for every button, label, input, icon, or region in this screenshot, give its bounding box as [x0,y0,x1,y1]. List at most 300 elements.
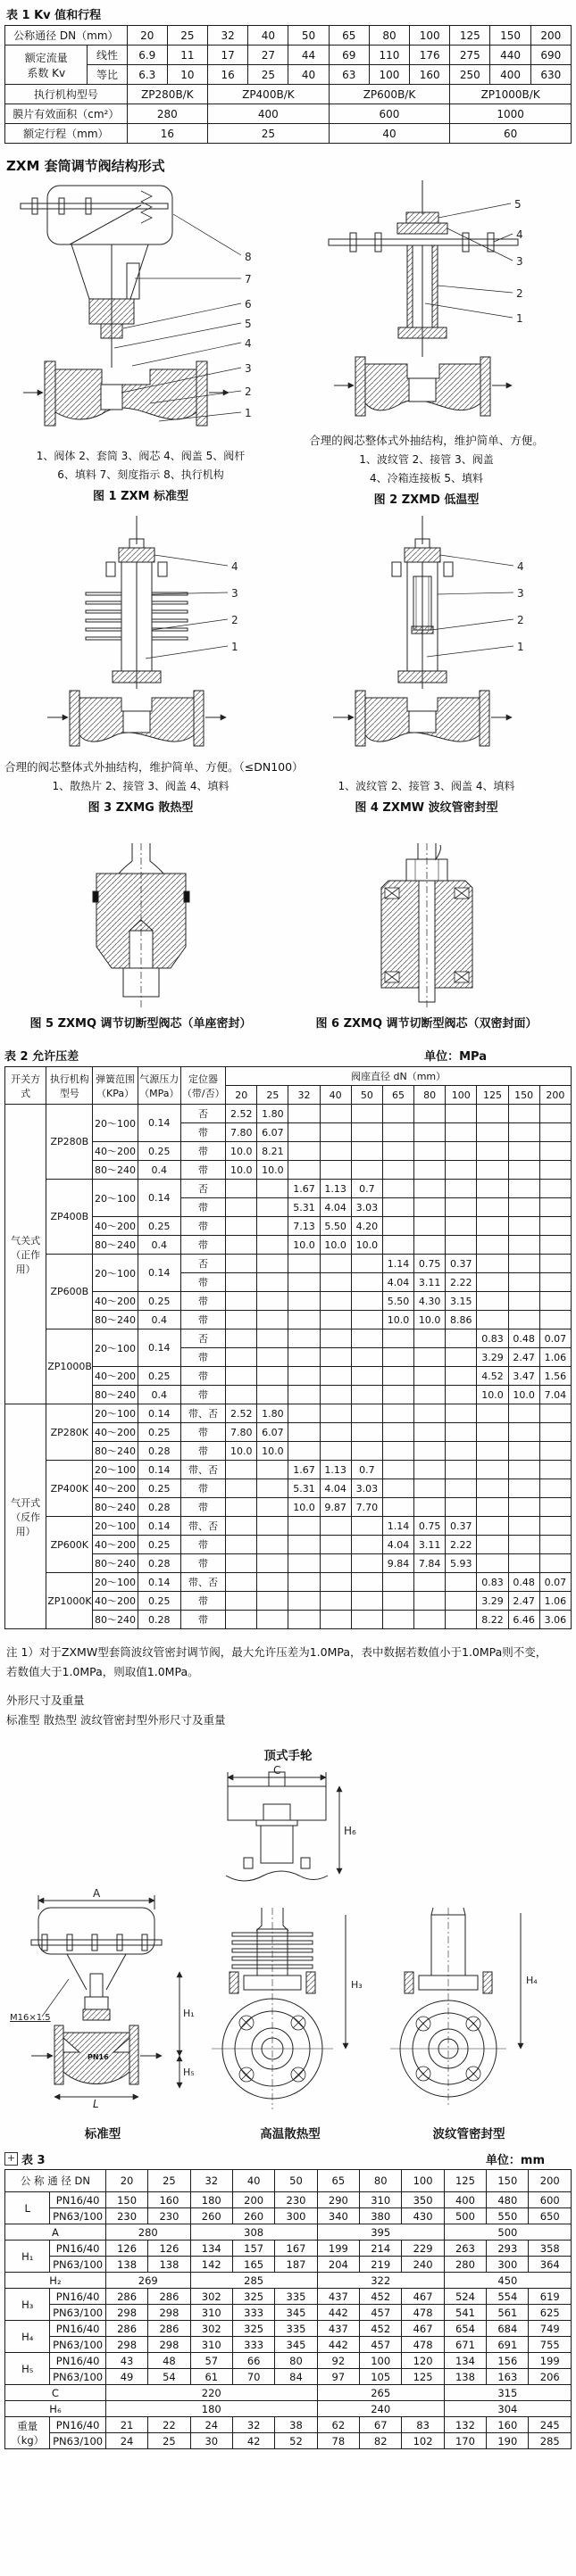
table-cell [539,1273,571,1292]
table-cell: 20～100 [93,1255,138,1292]
table-cell [508,1105,539,1123]
actuator-label: ZP400K [46,1461,93,1517]
table-cell [477,1273,508,1292]
svg-text:4: 4 [244,337,252,350]
table-cell: 0.14 [138,1105,180,1142]
table-cell [508,1442,539,1461]
table-cell [257,1573,288,1592]
table-cell: 20 [127,26,167,46]
table-cell [382,1198,413,1217]
table-cell: 24 [190,2417,232,2433]
table-cell [257,1554,288,1573]
table-cell: 3.11 [414,1273,446,1292]
table-cell: 带 [180,1498,225,1517]
table-cell: 57 [190,2353,232,2369]
table-cell [477,1554,508,1573]
table-cell: 364 [529,2257,572,2273]
table-cell: 102 [402,2433,444,2449]
col-header-dn: 公 称 通 径 DN [5,2170,106,2192]
table-cell: 345 [275,2305,317,2321]
table-row [5,1404,572,1423]
table-cell [351,1536,382,1554]
table-cell: 170 [444,2433,486,2449]
table-cell: 308 [190,2224,317,2241]
table-cell [477,1142,508,1161]
pn-label: PN63/100 [50,2337,105,2353]
table-cell: 80 [275,2353,317,2369]
table-cell [414,1479,446,1498]
table-cell: 4.20 [351,1217,382,1236]
table-cell [382,1236,413,1255]
table-cell: 0.83 [477,1573,508,1592]
table-row [5,65,572,85]
table-cell [382,1592,413,1611]
table-cell [320,1404,351,1423]
table-cell [477,1461,508,1479]
table-cell: 32 [208,26,248,46]
pn-label: PN16/40 [50,2321,105,2337]
table-cell: 69 [329,46,369,65]
outline-label-standard: 标准型 [84,2127,121,2141]
table-cell: 138 [105,2257,147,2273]
table-cell: 5.50 [320,1217,351,1236]
table-cell [351,1367,382,1386]
table-cell: 20～100 [93,1105,138,1142]
table-cell: 0.83 [477,1329,508,1348]
table-cell: 3.11 [414,1536,446,1554]
dim-m16-label: M16×1.5 [10,2013,51,2023]
table-cell: 156 [487,2353,529,2369]
table-cell: 0.28 [138,1554,180,1573]
table-cell: 带 [180,1311,225,1329]
table-cell [351,1142,382,1161]
table-cell [382,1180,413,1198]
valve-drawing-zxmg-heat-icon [29,514,253,757]
table-cell [351,1554,382,1573]
pressure-diff-table [4,1066,572,1629]
col-header-seat: 阀座直径 dN（mm） [226,1067,572,1086]
table-cell: 52 [275,2433,317,2449]
table-cell [382,1386,413,1404]
table-row [5,1180,572,1198]
table-cell: 230 [105,2208,147,2224]
table-cell: 7.80 [226,1123,257,1142]
table-cell: 30 [190,2433,232,2449]
table-cell: 0.14 [138,1573,180,1592]
table-cell: 带 [180,1198,225,1217]
table2-note-line1: 注 1）对于ZXMW型套筒波纹管密封调节阀，最大允许压差为1.0MPa，表中数据若数值小于1.0MPa则不变， [6,1645,547,1659]
table-cell [288,1592,320,1611]
table-cell: 9.87 [320,1498,351,1517]
table-cell: 0.14 [138,1517,180,1536]
figures-3-4 [4,514,572,757]
table-cell: 1.06 [539,1592,571,1611]
table-cell: 50 [275,2170,317,2192]
valve-body [47,691,226,746]
table-cell: 322 [317,2273,444,2289]
fig2-caption: 图 2 ZXMD 低温型 [373,493,480,507]
valve-drawing-zxmw-bellows-icon [315,514,538,757]
svg-text:4: 4 [230,560,238,573]
table-cell: 200 [530,26,571,46]
table-cell [477,1161,508,1180]
table-cell: 带 [180,1386,225,1404]
table-cell [288,1329,320,1348]
table-cell: 219 [360,2257,402,2273]
table-cell [414,1161,446,1180]
table-cell: 50 [351,1086,382,1105]
table-cell [539,1217,571,1236]
fig4-caption: 图 4 ZXMW 波纹管密封型 [355,801,498,815]
table-cell: 690 [530,46,571,65]
table-cell: 带 [180,1536,225,1554]
table-cell [539,1180,571,1198]
table-cell [414,1592,446,1611]
table-cell: 430 [402,2208,444,2224]
table-cell: 199 [529,2353,572,2369]
figure-4-caption-block [281,776,572,816]
table-row [5,2289,572,2305]
outline-label-bellows: 波纹管密封型 [432,2127,505,2141]
table-cell: 80～240 [93,1236,138,1255]
table-cell: 150 [508,1086,539,1105]
table-cell: 165 [232,2257,274,2273]
table-cell: 1.13 [320,1461,351,1479]
row-label-H5: H₅ [5,2353,50,2385]
table-row [5,104,572,124]
table-cell: 0.4 [138,1311,180,1329]
table-cell: 25 [208,124,330,144]
svg-text:3: 3 [516,587,524,600]
figure-2 [281,178,572,509]
table-row [5,1517,572,1536]
table-cell [446,1180,477,1198]
svg-text:2: 2 [230,614,238,626]
table-cell [226,1536,257,1554]
table-cell: 38 [275,2417,317,2433]
table-cell [477,1517,508,1536]
table-cell [414,1423,446,1442]
table-cell: 300 [275,2208,317,2224]
table-cell: 62 [317,2417,359,2433]
table-row [5,2337,572,2353]
svg-text:3: 3 [515,255,523,268]
table-cell [477,1236,508,1255]
table-cell: 40～200 [93,1479,138,1498]
table-cell: 80～240 [93,1442,138,1461]
table-cell: 否 [180,1180,225,1198]
table-cell [508,1479,539,1498]
table-cell [320,1442,351,1461]
table-cell [477,1423,508,1442]
table-cell: 138 [444,2369,486,2385]
table-cell: 0.28 [138,1442,180,1461]
table-cell: 7.80 [226,1423,257,1442]
table-cell: 0.75 [414,1517,446,1536]
table-cell: 561 [487,2305,529,2321]
table-cell [508,1142,539,1161]
table-cell: 10.0 [508,1386,539,1404]
table-cell: 1.06 [539,1348,571,1367]
table-cell: 600 [329,104,450,124]
table-cell [320,1255,351,1273]
table-cell: 10.0 [288,1498,320,1517]
table-cell: 0.28 [138,1611,180,1629]
table-cell: 100 [446,1086,477,1105]
table-cell: 2.22 [446,1536,477,1554]
actuator-label: ZP280K [46,1404,93,1461]
callout-leaders [427,555,524,657]
table-cell [539,1517,571,1536]
table-cell: 0.25 [138,1592,180,1611]
table-cell [414,1404,446,1423]
table-cell [477,1536,508,1554]
table2-unit: 单位：MPa [424,1050,487,1064]
table-cell [414,1611,446,1629]
table-row [5,1573,572,1592]
table-row [5,2433,572,2449]
table-cell [508,1423,539,1442]
table-cell [257,1255,288,1273]
table-cell: 0.7 [351,1461,382,1479]
table-cell [288,1311,320,1329]
table-cell [257,1517,288,1536]
table-cell [446,1442,477,1461]
table-cell [539,1461,571,1479]
table-cell: 263 [444,2241,486,2257]
table-cell: 125 [402,2369,444,2385]
table-cell: 20～100 [93,1404,138,1423]
table-cell: 20～100 [93,1573,138,1592]
table-cell: 0.14 [138,1329,180,1367]
table-row [5,2224,572,2241]
row-sublabel: 线性 [88,46,127,65]
table-cell: 2.47 [508,1348,539,1367]
table-cell: 625 [529,2305,572,2321]
table-cell [508,1554,539,1573]
table-cell [382,1329,413,1348]
row-label: 膜片有效面积（cm²） [5,104,128,124]
table-cell: 4.52 [477,1367,508,1386]
table-cell: 310 [190,2337,232,2353]
flow-label-line1: 额定流量 [24,51,68,64]
table-cell: 27 [248,46,288,65]
table-cell [414,1329,446,1348]
table-cell: 1.67 [288,1180,320,1198]
table-cell [288,1404,320,1423]
table-cell [351,1329,382,1348]
table-cell: 2.52 [226,1404,257,1423]
table-cell: 110 [369,46,409,65]
table-cell: 163 [487,2369,529,2385]
valve-body [334,357,512,416]
table-cell: 126 [148,2241,190,2257]
table-cell: 619 [529,2289,572,2305]
table-cell [382,1105,413,1123]
table-cell [288,1536,320,1554]
table-cell [351,1386,382,1404]
table-cell: 0.14 [138,1180,180,1217]
table-cell: 42 [232,2433,274,2449]
table-cell [539,1423,571,1442]
table-row [5,1461,572,1479]
table-cell: 带 [180,1367,225,1386]
table-cell: 0.48 [508,1329,539,1348]
table1-title: 表 1 Kv 值和行程 [6,9,102,22]
table-cell: 554 [487,2289,529,2305]
actuator-label: ZP600B [46,1255,93,1329]
table-cell: 84 [275,2369,317,2385]
table-cell [382,1442,413,1461]
table-cell: 400 [490,65,530,85]
row-label-weight: 重量（kg） [5,2417,50,2449]
col-header-switch: 开关方式 [5,1067,46,1105]
table-cell: 286 [105,2321,147,2337]
dim-c-label: C [273,1765,281,1777]
table-cell: 684 [487,2321,529,2337]
table-cell: 带 [180,1611,225,1629]
table-cell: 4.04 [320,1198,351,1217]
table-cell: 260 [190,2208,232,2224]
table-cell: 带、否 [180,1517,225,1536]
table-cell [288,1367,320,1386]
table-row [5,85,572,104]
table-cell: 否 [180,1105,225,1123]
row-label: 公称通径 DN（mm） [5,26,128,46]
table-cell [351,1292,382,1311]
table-cell [414,1180,446,1198]
table-cell [351,1123,382,1142]
fig34-note: 合理的阀芯整体式外抽结构，维护简单、方便。（≤DN100） [4,760,304,774]
table-cell: 167 [275,2241,317,2257]
table-cell: 带、否 [180,1461,225,1479]
table-cell [226,1592,257,1611]
table-cell [414,1498,446,1517]
table-cell: 20～100 [93,1461,138,1479]
table-cell [320,1311,351,1329]
table-cell: 298 [148,2337,190,2353]
table-cell [257,1311,288,1329]
table-cell [257,1217,288,1236]
table-cell [320,1292,351,1311]
table-cell: 100 [402,2170,444,2192]
table-cell: 带 [180,1348,225,1367]
table-cell [226,1611,257,1629]
table-cell: 0.07 [539,1573,571,1592]
table-row [5,2305,572,2321]
table-cell: 4.04 [320,1479,351,1498]
table-cell: 1.13 [320,1180,351,1198]
table-cell: 105 [360,2369,402,2385]
table-cell [477,1498,508,1517]
svg-text:1: 1 [244,407,252,419]
table-cell: ZP1000B/K [450,85,572,104]
table-cell: 否 [180,1329,225,1348]
table-cell [539,1161,571,1180]
table-cell: 206 [529,2369,572,2385]
table-cell: 126 [105,2241,147,2257]
table-cell [351,1161,382,1180]
table-row [5,2257,572,2273]
figure-6 [281,841,572,1011]
table-cell: 4.30 [414,1292,446,1311]
table-cell [477,1198,508,1217]
fig1-parts-line1: 1、阀体 2、套筒 3、阀芯 4、阀盖 5、阀杆 [36,450,246,462]
svg-text:1: 1 [515,312,523,325]
table-cell [351,1404,382,1423]
table-cell [508,1292,539,1311]
table-cell [351,1423,382,1442]
table-cell [539,1554,571,1573]
dim-h3-label: H₃ [351,1979,363,1991]
table-cell [539,1479,571,1498]
row-label-A: A [5,2224,106,2241]
table-cell: 260 [232,2208,274,2224]
row-label-H1: H₁ [5,2241,50,2273]
table-cell [257,1180,288,1198]
plug-drawing-double-seal-icon [333,841,521,1011]
table-cell: 80～240 [93,1498,138,1517]
table-cell [539,1536,571,1554]
fig5-caption: 图 5 ZXMQ 调节切断型阀芯（单座密封） [29,1017,252,1031]
table2-note-line2: 若数值大于1.0MPa，则取值1.0MPa。 [6,1665,199,1678]
table-row [5,2241,572,2257]
row-label-H4: H₄ [5,2321,50,2353]
fig1-parts-line2: 6、填料 7、刻度指示 8、执行机构 [57,468,224,481]
table-cell [226,1292,257,1311]
table-cell: 1.80 [257,1105,288,1123]
table-cell: 138 [148,2257,190,2273]
svg-text:8: 8 [244,251,252,263]
table-cell: 63 [329,65,369,85]
dimensions-heading2: 标准型 散热型 波纹管密封型外形尺寸及重量 [6,1713,226,1727]
table-cell: 280 [444,2257,486,2273]
table-cell: 6.3 [127,65,167,85]
table-cell: 100 [369,65,409,85]
figure-5-caption-block [4,1011,277,1032]
table-cell: 40～200 [93,1142,138,1161]
actuator-label: ZP1000K [46,1573,93,1629]
table-cell: 6.07 [257,1123,288,1142]
table-cell: 5.31 [288,1479,320,1498]
table-cell: 65 [382,1086,413,1105]
table-cell: 450 [444,2273,571,2289]
table-cell [382,1217,413,1236]
table-cell [539,1404,571,1423]
col-header-air: 气源压力（MPa） [138,1067,180,1105]
table-cell: 3.29 [477,1348,508,1367]
fig1-caption: 图 1 ZXM 标准型 [92,490,188,503]
valve-body [23,361,229,426]
table-cell: 10.0 [382,1311,413,1329]
table-cell: 22 [148,2417,190,2433]
yoke-and-bonnet [71,244,148,368]
table-cell: 600 [529,2192,572,2208]
table-cell: 310 [190,2305,232,2321]
valve-body [333,691,512,746]
pn-label: PN63/100 [50,2369,105,2385]
table-cell: 2.22 [446,1273,477,1292]
table-cell: 16 [208,65,248,85]
table-row [5,1067,572,1086]
table-cell [226,1498,257,1517]
table-cell: 286 [105,2289,147,2305]
table-cell [539,1123,571,1142]
table-cell: 125 [477,1086,508,1105]
pn-label: PN63/100 [50,2257,105,2273]
table-cell: 286 [148,2289,190,2305]
table-cell [446,1142,477,1161]
